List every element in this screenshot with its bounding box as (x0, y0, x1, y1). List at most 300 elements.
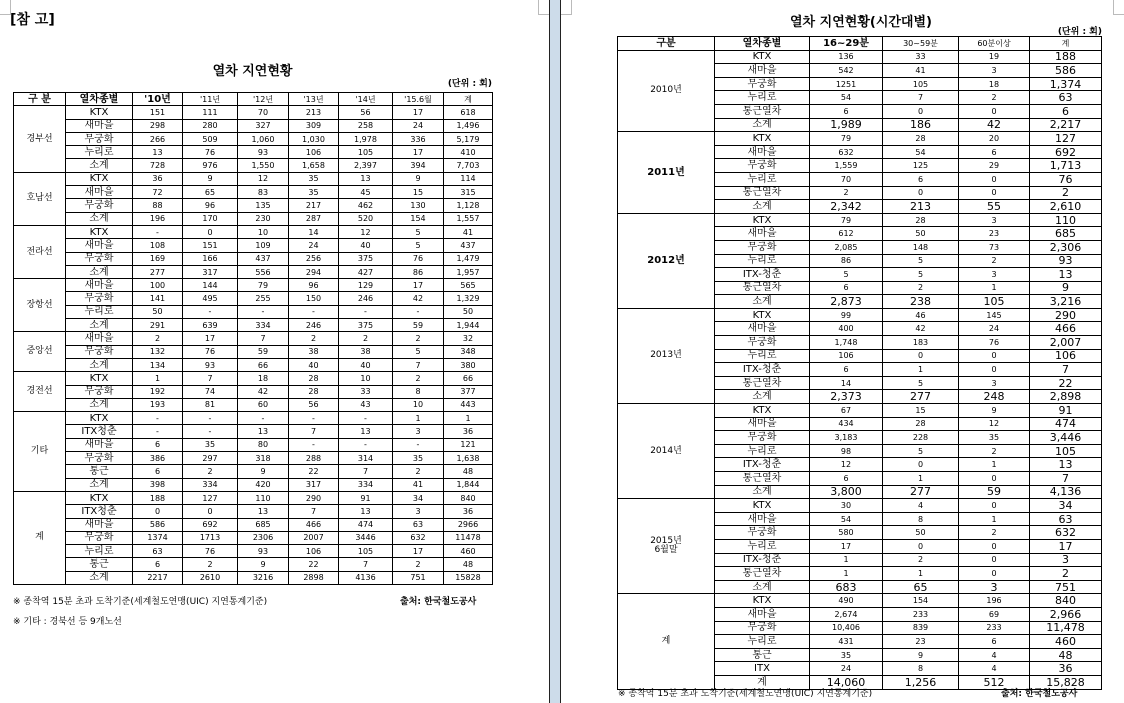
value-cell: 0 (959, 104, 1030, 118)
table-row (14, 159, 493, 172)
value-cell: 13 (238, 425, 289, 438)
value-cell: 298 (133, 119, 183, 132)
value-cell: 410 (444, 146, 493, 159)
value-cell: 127 (183, 491, 238, 504)
value-cell: 13 (1030, 458, 1102, 472)
train-type-cell: 누리로 (715, 635, 810, 649)
train-type-cell: 새마을 (66, 119, 133, 132)
value-cell: 556 (238, 265, 289, 278)
value-cell: 466 (1030, 322, 1102, 336)
value-cell: 10 (238, 225, 289, 238)
value-cell: 0 (959, 363, 1030, 377)
train-type-cell: 무궁화 (66, 385, 133, 398)
train-type-cell: 소계 (715, 200, 810, 214)
value-cell: 28 (289, 372, 339, 385)
table-row (14, 518, 493, 531)
value-cell: 3,446 (1030, 431, 1102, 445)
value-cell: 15 (883, 404, 959, 418)
value-cell: 7 (1030, 363, 1102, 377)
page-divider (549, 0, 561, 703)
value-cell: 639 (183, 319, 238, 332)
train-type-cell: 누리로 (715, 539, 810, 553)
value-cell: 105 (883, 77, 959, 91)
value-cell: 7 (1030, 472, 1102, 486)
value-cell: 3,183 (810, 431, 883, 445)
value-cell: 3,800 (810, 485, 883, 499)
value-cell: 2217 (133, 571, 183, 584)
value-cell: 96 (183, 199, 238, 212)
value-cell: 1 (444, 412, 493, 425)
value-cell: 0 (883, 458, 959, 472)
value-cell: 2 (1030, 567, 1102, 581)
value-cell: 33 (339, 385, 393, 398)
value-cell: 460 (1030, 635, 1102, 649)
value-cell: 1,989 (810, 118, 883, 132)
header-row (618, 37, 1102, 51)
value-cell: 33 (883, 50, 959, 64)
value-cell: 3216 (238, 571, 289, 584)
value-cell: 2,217 (1030, 118, 1102, 132)
left-footnote: ※ 종착역 15분 초과 도착기준(세계철도연맹(UIC) 지연통계기준) (13, 597, 268, 607)
value-cell: 6 (133, 465, 183, 478)
value-cell: 1 (883, 363, 959, 377)
value-cell: 233 (959, 621, 1030, 635)
train-type-cell: 통근 (715, 648, 810, 662)
value-cell: 136 (810, 50, 883, 64)
value-cell: 106 (289, 545, 339, 558)
table-row (14, 319, 493, 332)
value-cell: 1,638 (444, 452, 493, 465)
value-cell: 7 (393, 358, 444, 371)
train-type-cell: 누리로 (715, 172, 810, 186)
value-cell: 1,060 (238, 132, 289, 145)
column-header: 열차종별 (715, 37, 810, 51)
table-row (618, 404, 1102, 418)
value-cell: 580 (810, 526, 883, 540)
value-cell: 36 (444, 425, 493, 438)
train-type-cell: 통근열차 (715, 104, 810, 118)
value-cell: 1,030 (289, 132, 339, 145)
value-cell: 976 (183, 159, 238, 172)
value-cell: 334 (183, 478, 238, 491)
train-type-cell: 새마을 (715, 417, 810, 431)
value-cell: 74 (183, 385, 238, 398)
value-cell: 277 (883, 485, 959, 499)
value-cell: 2 (959, 91, 1030, 105)
value-cell: 17 (393, 146, 444, 159)
value-cell: 1,128 (444, 199, 493, 212)
value-cell: 612 (810, 227, 883, 241)
value-cell: - (133, 425, 183, 438)
value-cell: 20 (959, 132, 1030, 146)
train-type-cell: KTX (715, 213, 810, 227)
value-cell: 42 (883, 322, 959, 336)
table-row (14, 305, 493, 318)
column-header: '13년 (289, 93, 339, 106)
value-cell: 309 (289, 119, 339, 132)
train-type-cell: 소계 (66, 212, 133, 225)
value-cell: 193 (133, 398, 183, 411)
column-header: 구 분 (14, 93, 66, 106)
value-cell: 434 (810, 417, 883, 431)
value-cell: 79 (810, 213, 883, 227)
value-cell: 76 (393, 252, 444, 265)
value-cell: 840 (444, 491, 493, 504)
value-cell: 238 (883, 295, 959, 309)
value-cell: 246 (289, 319, 339, 332)
value-cell: 751 (1030, 580, 1102, 594)
value-cell: 106 (289, 146, 339, 159)
delay-by-line-table (13, 92, 493, 585)
column-header: 계 (1030, 37, 1102, 51)
value-cell: 76 (1030, 172, 1102, 186)
value-cell: - (238, 412, 289, 425)
value-cell: 728 (133, 159, 183, 172)
value-cell: 32 (444, 332, 493, 345)
value-cell: 6 (959, 635, 1030, 649)
value-cell: 8 (883, 662, 959, 676)
value-cell: 2 (183, 465, 238, 478)
value-cell: 1,374 (1030, 77, 1102, 91)
group-label: 2013년 (618, 308, 715, 403)
train-type-cell: 무궁화 (66, 345, 133, 358)
header-row (14, 93, 493, 106)
value-cell: 1 (393, 412, 444, 425)
value-cell: 42 (393, 292, 444, 305)
column-header: '10년 (133, 93, 183, 106)
value-cell: 79 (810, 132, 883, 146)
group-label: 계 (14, 491, 66, 584)
value-cell: 5 (883, 444, 959, 458)
value-cell: 2,373 (810, 390, 883, 404)
value-cell: 2,898 (1030, 390, 1102, 404)
value-cell: 1,978 (339, 132, 393, 145)
value-cell: 154 (393, 212, 444, 225)
value-cell: - (393, 305, 444, 318)
value-cell: 22 (289, 558, 339, 571)
value-cell: 0 (959, 472, 1030, 486)
table-row (14, 372, 493, 385)
table-row (14, 505, 493, 518)
value-cell: 5 (883, 254, 959, 268)
value-cell: 12 (959, 417, 1030, 431)
value-cell: 10 (339, 372, 393, 385)
column-header: '12년 (238, 93, 289, 106)
value-cell: - (238, 305, 289, 318)
value-cell: 2,306 (1030, 240, 1102, 254)
value-cell: 3 (959, 213, 1030, 227)
value-cell: 2306 (238, 531, 289, 544)
table-row (14, 358, 493, 371)
value-cell: 1,550 (238, 159, 289, 172)
value-cell: 1 (133, 372, 183, 385)
value-cell: 420 (238, 478, 289, 491)
value-cell: 151 (183, 239, 238, 252)
value-cell: 542 (810, 64, 883, 78)
value-cell: 287 (289, 212, 339, 225)
value-cell: 266 (133, 132, 183, 145)
value-cell: 196 (133, 212, 183, 225)
value-cell: 28 (883, 417, 959, 431)
train-type-cell: KTX (66, 412, 133, 425)
value-cell: 17 (393, 545, 444, 558)
column-header: '15.6월 (393, 93, 444, 106)
value-cell: 166 (183, 252, 238, 265)
table-row (14, 491, 493, 504)
value-cell: 5,179 (444, 132, 493, 145)
value-cell: 1 (810, 553, 883, 567)
value-cell: 24 (289, 239, 339, 252)
value-cell: 24 (959, 322, 1030, 336)
value-cell: 6 (810, 363, 883, 377)
value-cell: 54 (883, 145, 959, 159)
value-cell: 134 (133, 358, 183, 371)
value-cell: 83 (238, 186, 289, 199)
value-cell: 3 (959, 376, 1030, 390)
value-cell: 36 (444, 505, 493, 518)
value-cell: 80 (238, 438, 289, 451)
value-cell: 255 (238, 292, 289, 305)
value-cell: 474 (339, 518, 393, 531)
value-cell: 315 (444, 186, 493, 199)
train-type-cell: 새마을 (715, 227, 810, 241)
value-cell: 2 (1030, 186, 1102, 200)
value-cell: 5 (810, 268, 883, 282)
value-cell: 280 (183, 119, 238, 132)
value-cell: 3446 (339, 531, 393, 544)
value-cell: 35 (959, 431, 1030, 445)
train-type-cell: KTX (715, 499, 810, 513)
value-cell: 98 (810, 444, 883, 458)
value-cell: 105 (959, 295, 1030, 309)
value-cell: 36 (1030, 662, 1102, 676)
value-cell: 5 (393, 225, 444, 238)
value-cell: - (339, 438, 393, 451)
train-type-cell: 새마을 (66, 279, 133, 292)
value-cell: 106 (1030, 349, 1102, 363)
value-cell: 317 (183, 265, 238, 278)
table-row (14, 478, 493, 491)
train-type-cell: ITX-청춘 (715, 268, 810, 282)
value-cell: 6 (959, 145, 1030, 159)
value-cell: 169 (133, 252, 183, 265)
value-cell: 5 (393, 239, 444, 252)
table-row (618, 132, 1102, 146)
value-cell: 1,256 (883, 675, 959, 689)
value-cell: 751 (393, 571, 444, 584)
value-cell: 93 (183, 358, 238, 371)
value-cell: 129 (339, 279, 393, 292)
table-row (14, 212, 493, 225)
value-cell: 99 (810, 308, 883, 322)
table-row (14, 545, 493, 558)
train-type-cell: 계 (715, 675, 810, 689)
value-cell: 3 (959, 64, 1030, 78)
value-cell: 108 (133, 239, 183, 252)
value-cell: 121 (444, 438, 493, 451)
value-cell: 246 (339, 292, 393, 305)
value-cell: 30 (810, 499, 883, 513)
value-cell: 2 (959, 254, 1030, 268)
train-type-cell: 무궁화 (66, 292, 133, 305)
value-cell: 632 (1030, 526, 1102, 540)
train-type-cell: 통근열차 (715, 281, 810, 295)
value-cell: 6 (810, 472, 883, 486)
group-label: 경부선 (14, 106, 66, 172)
value-cell: 2 (133, 332, 183, 345)
train-type-cell: 무궁화 (715, 431, 810, 445)
value-cell: 217 (289, 199, 339, 212)
value-cell: 1 (959, 512, 1030, 526)
value-cell: 186 (883, 118, 959, 132)
value-cell: 6 (810, 104, 883, 118)
table-row (14, 558, 493, 571)
value-cell: 28 (289, 385, 339, 398)
value-cell: 12 (238, 172, 289, 185)
value-cell: 12 (339, 225, 393, 238)
group-label: 계 (618, 594, 715, 689)
train-type-cell: KTX (715, 308, 810, 322)
value-cell: 14,060 (810, 675, 883, 689)
value-cell: 19 (959, 50, 1030, 64)
value-cell: 6 (1030, 104, 1102, 118)
table-row (14, 452, 493, 465)
train-type-cell: ITX-청춘 (715, 553, 810, 567)
train-type-cell: 통근열차 (715, 376, 810, 390)
value-cell: 334 (339, 478, 393, 491)
train-type-cell: 새마을 (66, 239, 133, 252)
value-cell: 520 (339, 212, 393, 225)
value-cell: 0 (183, 225, 238, 238)
value-cell: 106 (810, 349, 883, 363)
left-table-title: 열차 지연현황 (212, 64, 293, 79)
value-cell: 1,748 (810, 336, 883, 350)
value-cell: 76 (183, 545, 238, 558)
value-cell: 13 (339, 172, 393, 185)
value-cell: 59 (393, 319, 444, 332)
value-cell: 144 (183, 279, 238, 292)
value-cell: 565 (444, 279, 493, 292)
value-cell: 93 (238, 545, 289, 558)
value-cell: 38 (289, 345, 339, 358)
value-cell: 0 (959, 567, 1030, 581)
train-type-cell: 무궁화 (66, 132, 133, 145)
value-cell: 692 (183, 518, 238, 531)
value-cell: 290 (1030, 308, 1102, 322)
value-cell: 93 (238, 146, 289, 159)
value-cell: 2610 (183, 571, 238, 584)
table-row (14, 332, 493, 345)
value-cell: 7 (183, 372, 238, 385)
value-cell: 248 (959, 390, 1030, 404)
value-cell: 17 (183, 332, 238, 345)
value-cell: 15828 (444, 571, 493, 584)
table-row (14, 292, 493, 305)
table-row (14, 132, 493, 145)
value-cell: 2,873 (810, 295, 883, 309)
value-cell: 1 (810, 567, 883, 581)
value-cell: - (339, 412, 393, 425)
table-row (14, 398, 493, 411)
train-type-cell: 새마을 (66, 438, 133, 451)
value-cell: 29 (959, 159, 1030, 173)
value-cell: 63 (1030, 91, 1102, 105)
value-cell: 2 (183, 558, 238, 571)
value-cell: 81 (183, 398, 238, 411)
value-cell: 336 (393, 132, 444, 145)
value-cell: 437 (444, 239, 493, 252)
train-type-cell: 통근 (66, 465, 133, 478)
group-label: 전라선 (14, 225, 66, 278)
value-cell: 1,844 (444, 478, 493, 491)
value-cell: 35 (183, 438, 238, 451)
train-type-cell: 소계 (715, 390, 810, 404)
value-cell: - (289, 438, 339, 451)
value-cell: 380 (444, 358, 493, 371)
value-cell: 509 (183, 132, 238, 145)
value-cell: - (133, 412, 183, 425)
value-cell: 0 (959, 349, 1030, 363)
value-cell: 111 (183, 106, 238, 119)
value-cell: 0 (959, 186, 1030, 200)
value-cell: 100 (133, 279, 183, 292)
value-cell: 36 (133, 172, 183, 185)
train-type-cell: 새마을 (715, 145, 810, 159)
value-cell: 3 (393, 425, 444, 438)
value-cell: 0 (133, 505, 183, 518)
value-cell: 79 (238, 279, 289, 292)
train-type-cell: 누리로 (715, 444, 810, 458)
train-type-cell: 소계 (715, 295, 810, 309)
value-cell: 7,703 (444, 159, 493, 172)
table-row (14, 265, 493, 278)
value-cell: 183 (883, 336, 959, 350)
value-cell: 4 (959, 648, 1030, 662)
value-cell: 17 (1030, 539, 1102, 553)
train-type-cell: 누리로 (715, 349, 810, 363)
value-cell: 1,559 (810, 159, 883, 173)
value-cell: 692 (1030, 145, 1102, 159)
value-cell: 43 (339, 398, 393, 411)
value-cell: 13 (339, 425, 393, 438)
value-cell: 277 (883, 390, 959, 404)
value-cell: 28 (883, 213, 959, 227)
value-cell: 1 (959, 458, 1030, 472)
value-cell: 40 (339, 239, 393, 252)
train-type-cell: 소계 (66, 319, 133, 332)
value-cell: 4 (959, 662, 1030, 676)
value-cell: 2,674 (810, 607, 883, 621)
value-cell: 127 (1030, 132, 1102, 146)
value-cell: 72 (133, 186, 183, 199)
value-cell: 490 (810, 594, 883, 608)
value-cell: 59 (959, 485, 1030, 499)
value-cell: 150 (289, 292, 339, 305)
train-type-cell: 무궁화 (715, 621, 810, 635)
reference-label: [참 고] (10, 12, 55, 28)
value-cell: 0 (883, 349, 959, 363)
value-cell: 66 (444, 372, 493, 385)
value-cell: 460 (444, 545, 493, 558)
value-cell: 55 (959, 200, 1030, 214)
table-row (14, 172, 493, 185)
table-row (618, 213, 1102, 227)
value-cell: 135 (238, 199, 289, 212)
value-cell: - (339, 305, 393, 318)
value-cell: 2,007 (1030, 336, 1102, 350)
value-cell: 11,478 (1030, 621, 1102, 635)
right-footnote: ※ 종착역 15분 초과 도착기준(세계철도연맹(UIC) 지연통계기준) (618, 689, 873, 699)
